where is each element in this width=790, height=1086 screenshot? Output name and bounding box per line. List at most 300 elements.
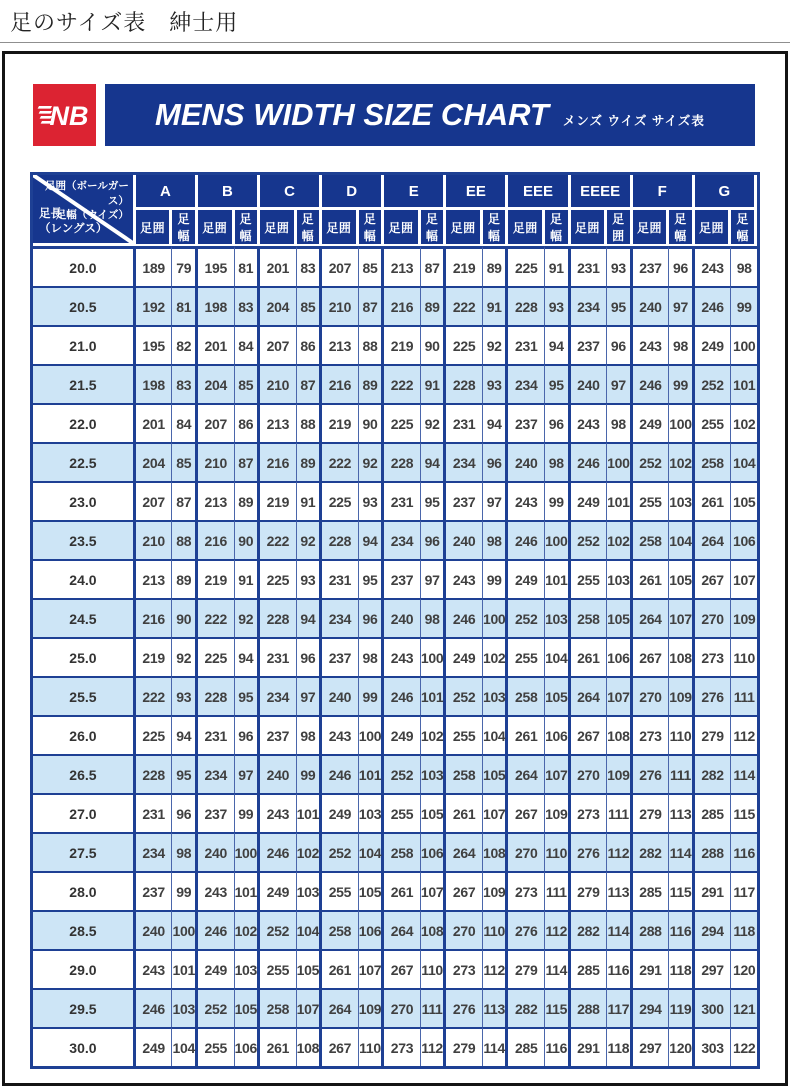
width-value-cell: 114: [731, 754, 757, 793]
width-value-cell: 86: [297, 325, 322, 364]
width-value-cell: 104: [669, 520, 694, 559]
girth-value-cell: 279: [571, 871, 608, 910]
girth-value-cell: 240: [571, 364, 608, 403]
girth-value-cell: 252: [384, 754, 421, 793]
girth-value-cell: 234: [446, 442, 483, 481]
sub-header-cell: 足幅: [359, 210, 384, 246]
girth-value-cell: 267: [633, 637, 670, 676]
girth-value-cell: 249: [198, 949, 235, 988]
width-value-cell: 114: [545, 949, 570, 988]
width-value-cell: 88: [359, 325, 384, 364]
girth-value-cell: 225: [136, 715, 173, 754]
width-value-cell: 103: [297, 871, 322, 910]
width-value-cell: 95: [607, 286, 632, 325]
width-value-cell: 94: [235, 637, 260, 676]
girth-value-cell: 243: [260, 793, 297, 832]
width-value-cell: 91: [483, 286, 508, 325]
girth-value-cell: 222: [384, 364, 421, 403]
foot-length-cell: 23.5: [33, 520, 136, 559]
girth-value-cell: 219: [446, 246, 483, 286]
girth-value-cell: 252: [446, 676, 483, 715]
width-value-cell: 101: [235, 871, 260, 910]
width-value-cell: 90: [172, 598, 197, 637]
girth-value-cell: 258: [260, 988, 297, 1027]
width-value-cell: 103: [545, 598, 570, 637]
girth-value-cell: 243: [136, 949, 173, 988]
banner-title: MENS WIDTH SIZE CHART: [155, 97, 549, 132]
table-row: [33, 481, 757, 520]
width-value-cell: 93: [545, 286, 570, 325]
girth-value-cell: 267: [695, 559, 732, 598]
girth-value-cell: 228: [384, 442, 421, 481]
width-value-cell: 99: [669, 364, 694, 403]
width-value-cell: 113: [483, 988, 508, 1027]
width-value-cell: 109: [359, 988, 384, 1027]
girth-value-cell: 225: [446, 325, 483, 364]
foot-length-cell: 24.5: [33, 598, 136, 637]
girth-value-cell: 279: [508, 949, 545, 988]
girth-value-cell: 243: [695, 246, 732, 286]
girth-value-cell: 249: [508, 559, 545, 598]
sub-header-cell: 足囲: [446, 210, 483, 246]
nb-logo-icon: [33, 84, 96, 146]
width-value-cell: 104: [359, 832, 384, 871]
corner-girth-width-label: 足囲（ボールガース） 足幅（ウイズ）: [45, 180, 129, 222]
girth-value-cell: 288: [633, 910, 670, 949]
width-value-cell: 122: [731, 1027, 757, 1066]
width-value-cell: 87: [421, 246, 446, 286]
width-value-cell: 116: [607, 949, 632, 988]
width-value-cell: 119: [669, 988, 694, 1027]
width-value-cell: 96: [359, 598, 384, 637]
girth-value-cell: 222: [198, 598, 235, 637]
girth-value-cell: 243: [384, 637, 421, 676]
girth-value-cell: 237: [260, 715, 297, 754]
girth-value-cell: 237: [508, 403, 545, 442]
girth-value-cell: 279: [695, 715, 732, 754]
width-value-cell: 100: [359, 715, 384, 754]
girth-value-cell: 189: [136, 246, 173, 286]
girth-value-cell: 249: [571, 481, 608, 520]
sub-header-cell: 足幅: [421, 210, 446, 246]
width-value-cell: 87: [172, 481, 197, 520]
girth-value-cell: 255: [384, 793, 421, 832]
width-value-cell: 100: [545, 520, 570, 559]
girth-value-cell: 234: [198, 754, 235, 793]
width-value-cell: 95: [359, 559, 384, 598]
width-value-cell: 110: [359, 1027, 384, 1066]
width-value-cell: 98: [483, 520, 508, 559]
width-value-cell: 87: [235, 442, 260, 481]
width-value-cell: 89: [483, 246, 508, 286]
width-value-cell: 107: [731, 559, 757, 598]
girth-value-cell: 222: [260, 520, 297, 559]
girth-value-cell: 285: [571, 949, 608, 988]
girth-value-cell: 270: [508, 832, 545, 871]
width-value-cell: 105: [421, 793, 446, 832]
girth-value-cell: 285: [695, 793, 732, 832]
width-value-cell: 106: [545, 715, 570, 754]
foot-length-cell: 28.0: [33, 871, 136, 910]
width-value-cell: 90: [421, 325, 446, 364]
girth-value-cell: 219: [198, 559, 235, 598]
width-value-cell: 93: [172, 676, 197, 715]
girth-value-cell: 225: [198, 637, 235, 676]
girth-value-cell: 219: [322, 403, 359, 442]
width-value-cell: 97: [297, 676, 322, 715]
table-row: [33, 676, 757, 715]
width-value-cell: 106: [607, 637, 632, 676]
width-value-cell: 112: [607, 832, 632, 871]
table-row: [33, 403, 757, 442]
nb-logo: [33, 84, 96, 146]
width-value-cell: 108: [483, 832, 508, 871]
table-row: [33, 1027, 757, 1066]
width-value-cell: 109: [483, 871, 508, 910]
girth-value-cell: 243: [198, 871, 235, 910]
width-value-cell: 107: [607, 676, 632, 715]
girth-value-cell: 222: [446, 286, 483, 325]
foot-length-cell: 25.5: [33, 676, 136, 715]
width-value-cell: 101: [359, 754, 384, 793]
sub-header-cell: 足囲: [633, 210, 670, 246]
girth-value-cell: 246: [198, 910, 235, 949]
width-value-cell: 118: [731, 910, 757, 949]
width-value-cell: 101: [172, 949, 197, 988]
width-value-cell: 99: [235, 793, 260, 832]
width-value-cell: 96: [607, 325, 632, 364]
girth-value-cell: 192: [136, 286, 173, 325]
girth-value-cell: 246: [508, 520, 545, 559]
width-value-cell: 101: [421, 676, 446, 715]
width-value-cell: 93: [359, 481, 384, 520]
width-value-cell: 100: [669, 403, 694, 442]
sub-header-cell: 足幅: [235, 210, 260, 246]
width-value-cell: 104: [483, 715, 508, 754]
width-value-cell: 111: [731, 676, 757, 715]
sub-header-cell: 足囲: [384, 210, 421, 246]
banner: [105, 84, 755, 146]
width-value-cell: 110: [669, 715, 694, 754]
width-value-cell: 83: [172, 364, 197, 403]
width-value-cell: 101: [607, 481, 632, 520]
girth-value-cell: 231: [260, 637, 297, 676]
girth-value-cell: 264: [633, 598, 670, 637]
width-value-cell: 99: [483, 559, 508, 598]
width-value-cell: 109: [607, 754, 632, 793]
width-value-cell: 97: [607, 364, 632, 403]
girth-value-cell: 243: [571, 403, 608, 442]
title-divider: [0, 42, 790, 43]
width-value-cell: 120: [669, 1027, 694, 1066]
width-value-cell: 109: [545, 793, 570, 832]
width-value-cell: 102: [297, 832, 322, 871]
girth-value-cell: 252: [260, 910, 297, 949]
width-value-cell: 104: [297, 910, 322, 949]
width-value-cell: 94: [297, 598, 322, 637]
width-header-cell: EE: [446, 175, 508, 210]
girth-value-cell: 201: [260, 246, 297, 286]
width-value-cell: 95: [545, 364, 570, 403]
width-value-cell: 111: [545, 871, 570, 910]
girth-value-cell: 246: [260, 832, 297, 871]
sub-header-cell: 足幅: [483, 210, 508, 246]
sub-header-cell: 足幅: [545, 210, 570, 246]
girth-value-cell: 258: [384, 832, 421, 871]
width-value-cell: 105: [235, 988, 260, 1027]
width-value-cell: 95: [421, 481, 446, 520]
girth-value-cell: 231: [384, 481, 421, 520]
girth-value-cell: 213: [260, 403, 297, 442]
width-value-cell: 89: [172, 559, 197, 598]
width-value-cell: 102: [669, 442, 694, 481]
page-title: 足のサイズ表 紳士用: [10, 10, 239, 35]
corner-cell: [33, 175, 136, 246]
width-value-cell: 84: [172, 403, 197, 442]
girth-value-cell: 255: [571, 559, 608, 598]
width-value-cell: 103: [235, 949, 260, 988]
size-table-body: [33, 246, 757, 1066]
width-value-cell: 94: [172, 715, 197, 754]
width-value-cell: 94: [483, 403, 508, 442]
foot-length-cell: 24.0: [33, 559, 136, 598]
width-value-cell: 91: [297, 481, 322, 520]
width-value-cell: 98: [172, 832, 197, 871]
width-value-cell: 94: [421, 442, 446, 481]
width-value-cell: 110: [731, 637, 757, 676]
width-value-cell: 108: [607, 715, 632, 754]
girth-value-cell: 276: [633, 754, 670, 793]
width-value-cell: 101: [731, 364, 757, 403]
girth-value-cell: 204: [136, 442, 173, 481]
girth-value-cell: 195: [198, 246, 235, 286]
girth-value-cell: 216: [136, 598, 173, 637]
girth-value-cell: 270: [446, 910, 483, 949]
width-header-cell: A: [136, 175, 198, 210]
girth-value-cell: 243: [322, 715, 359, 754]
width-value-cell: 118: [607, 1027, 632, 1066]
girth-value-cell: 303: [695, 1027, 732, 1066]
width-value-cell: 89: [235, 481, 260, 520]
width-value-cell: 105: [359, 871, 384, 910]
width-value-cell: 91: [235, 559, 260, 598]
girth-value-cell: 222: [322, 442, 359, 481]
girth-value-cell: 234: [384, 520, 421, 559]
girth-value-cell: 213: [136, 559, 173, 598]
girth-value-cell: 237: [384, 559, 421, 598]
width-value-cell: 101: [545, 559, 570, 598]
girth-value-cell: 261: [695, 481, 732, 520]
girth-value-cell: 285: [633, 871, 670, 910]
girth-value-cell: 201: [198, 325, 235, 364]
girth-value-cell: 249: [446, 637, 483, 676]
width-value-cell: 107: [421, 871, 446, 910]
width-value-cell: 105: [297, 949, 322, 988]
girth-value-cell: 210: [198, 442, 235, 481]
girth-value-cell: 213: [198, 481, 235, 520]
girth-value-cell: 291: [695, 871, 732, 910]
girth-value-cell: 255: [198, 1027, 235, 1066]
girth-value-cell: 237: [446, 481, 483, 520]
girth-value-cell: 231: [198, 715, 235, 754]
foot-length-cell: 21.0: [33, 325, 136, 364]
size-table: [30, 172, 760, 1069]
width-value-cell: 81: [172, 286, 197, 325]
table-row: [33, 715, 757, 754]
table-row: [33, 246, 757, 286]
width-value-cell: 96: [235, 715, 260, 754]
girth-value-cell: 282: [571, 910, 608, 949]
width-value-cell: 88: [297, 403, 322, 442]
width-value-cell: 106: [359, 910, 384, 949]
width-value-cell: 90: [235, 520, 260, 559]
girth-value-cell: 258: [322, 910, 359, 949]
sub-header-cell: 足囲: [571, 210, 608, 246]
girth-value-cell: 210: [260, 364, 297, 403]
width-value-cell: 100: [172, 910, 197, 949]
width-value-cell: 83: [297, 246, 322, 286]
width-value-cell: 102: [731, 403, 757, 442]
width-value-cell: 98: [297, 715, 322, 754]
width-value-cell: 99: [731, 286, 757, 325]
sub-header-cell: 足囲: [136, 210, 173, 246]
width-value-cell: 98: [359, 637, 384, 676]
girth-value-cell: 282: [695, 754, 732, 793]
sub-header-cell: 足囲: [322, 210, 359, 246]
width-header-cell: C: [260, 175, 322, 210]
girth-value-cell: 258: [571, 598, 608, 637]
width-header-row: [33, 175, 757, 210]
girth-value-cell: 249: [322, 793, 359, 832]
width-value-cell: 104: [172, 1027, 197, 1066]
girth-value-cell: 210: [322, 286, 359, 325]
girth-value-cell: 285: [508, 1027, 545, 1066]
girth-value-cell: 258: [633, 520, 670, 559]
foot-length-cell: 21.5: [33, 364, 136, 403]
foot-length-cell: 23.0: [33, 481, 136, 520]
girth-value-cell: 267: [571, 715, 608, 754]
girth-value-cell: 294: [633, 988, 670, 1027]
width-value-cell: 106: [421, 832, 446, 871]
foot-length-cell: 28.5: [33, 910, 136, 949]
foot-length-cell: 22.0: [33, 403, 136, 442]
width-value-cell: 86: [235, 403, 260, 442]
sub-header-cell: 足囲: [695, 210, 732, 246]
table-row: [33, 286, 757, 325]
width-value-cell: 100: [235, 832, 260, 871]
table-row: [33, 325, 757, 364]
girth-value-cell: 237: [136, 871, 173, 910]
width-value-cell: 92: [172, 637, 197, 676]
girth-value-cell: 246: [136, 988, 173, 1027]
table-row: [33, 637, 757, 676]
girth-value-cell: 270: [571, 754, 608, 793]
width-value-cell: 92: [421, 403, 446, 442]
girth-value-cell: 204: [260, 286, 297, 325]
girth-value-cell: 219: [384, 325, 421, 364]
foot-length-cell: 26.5: [33, 754, 136, 793]
table-row: [33, 910, 757, 949]
girth-value-cell: 264: [322, 988, 359, 1027]
width-value-cell: 102: [483, 637, 508, 676]
girth-value-cell: 276: [695, 676, 732, 715]
foot-length-cell: 27.5: [33, 832, 136, 871]
width-value-cell: 105: [669, 559, 694, 598]
girth-value-cell: 243: [633, 325, 670, 364]
sub-header-cell: 足囲: [607, 210, 632, 246]
girth-value-cell: 261: [508, 715, 545, 754]
girth-value-cell: 291: [571, 1027, 608, 1066]
banner-subtitle: メンズ ウイズ サイズ表: [562, 114, 705, 128]
width-value-cell: 105: [483, 754, 508, 793]
girth-value-cell: 261: [571, 637, 608, 676]
width-value-cell: 98: [545, 442, 570, 481]
girth-value-cell: 246: [633, 364, 670, 403]
girth-value-cell: 228: [136, 754, 173, 793]
width-value-cell: 98: [731, 246, 757, 286]
girth-value-cell: 276: [508, 910, 545, 949]
girth-value-cell: 255: [446, 715, 483, 754]
girth-value-cell: 240: [446, 520, 483, 559]
width-value-cell: 96: [421, 520, 446, 559]
girth-value-cell: 258: [508, 676, 545, 715]
sub-header-cell: 足囲: [260, 210, 297, 246]
width-value-cell: 104: [731, 442, 757, 481]
girth-value-cell: 231: [136, 793, 173, 832]
girth-value-cell: 273: [571, 793, 608, 832]
width-value-cell: 114: [607, 910, 632, 949]
girth-value-cell: 240: [322, 676, 359, 715]
girth-value-cell: 252: [571, 520, 608, 559]
girth-value-cell: 231: [322, 559, 359, 598]
width-header-cell: F: [633, 175, 695, 210]
width-value-cell: 114: [669, 832, 694, 871]
girth-value-cell: 219: [136, 637, 173, 676]
width-value-cell: 103: [607, 559, 632, 598]
girth-value-cell: 234: [571, 286, 608, 325]
width-header-cell: E: [384, 175, 446, 210]
width-value-cell: 99: [545, 481, 570, 520]
width-value-cell: 81: [235, 246, 260, 286]
sub-header-cell: 足幅: [669, 210, 694, 246]
girth-value-cell: 261: [633, 559, 670, 598]
width-value-cell: 105: [607, 598, 632, 637]
width-value-cell: 85: [359, 246, 384, 286]
width-value-cell: 112: [545, 910, 570, 949]
width-value-cell: 94: [545, 325, 570, 364]
width-value-cell: 100: [607, 442, 632, 481]
girth-value-cell: 246: [571, 442, 608, 481]
girth-value-cell: 279: [633, 793, 670, 832]
width-value-cell: 96: [172, 793, 197, 832]
width-value-cell: 107: [297, 988, 322, 1027]
girth-value-cell: 195: [136, 325, 173, 364]
girth-value-cell: 291: [633, 949, 670, 988]
foot-length-cell: 20.5: [33, 286, 136, 325]
girth-value-cell: 258: [695, 442, 732, 481]
girth-value-cell: 261: [260, 1027, 297, 1066]
width-value-cell: 92: [483, 325, 508, 364]
width-value-cell: 97: [421, 559, 446, 598]
girth-value-cell: 237: [198, 793, 235, 832]
girth-value-cell: 216: [198, 520, 235, 559]
girth-value-cell: 279: [446, 1027, 483, 1066]
width-header-cell: G: [695, 175, 757, 210]
width-value-cell: 115: [545, 988, 570, 1027]
girth-value-cell: 213: [384, 246, 421, 286]
foot-length-cell: 22.5: [33, 442, 136, 481]
width-value-cell: 89: [359, 364, 384, 403]
